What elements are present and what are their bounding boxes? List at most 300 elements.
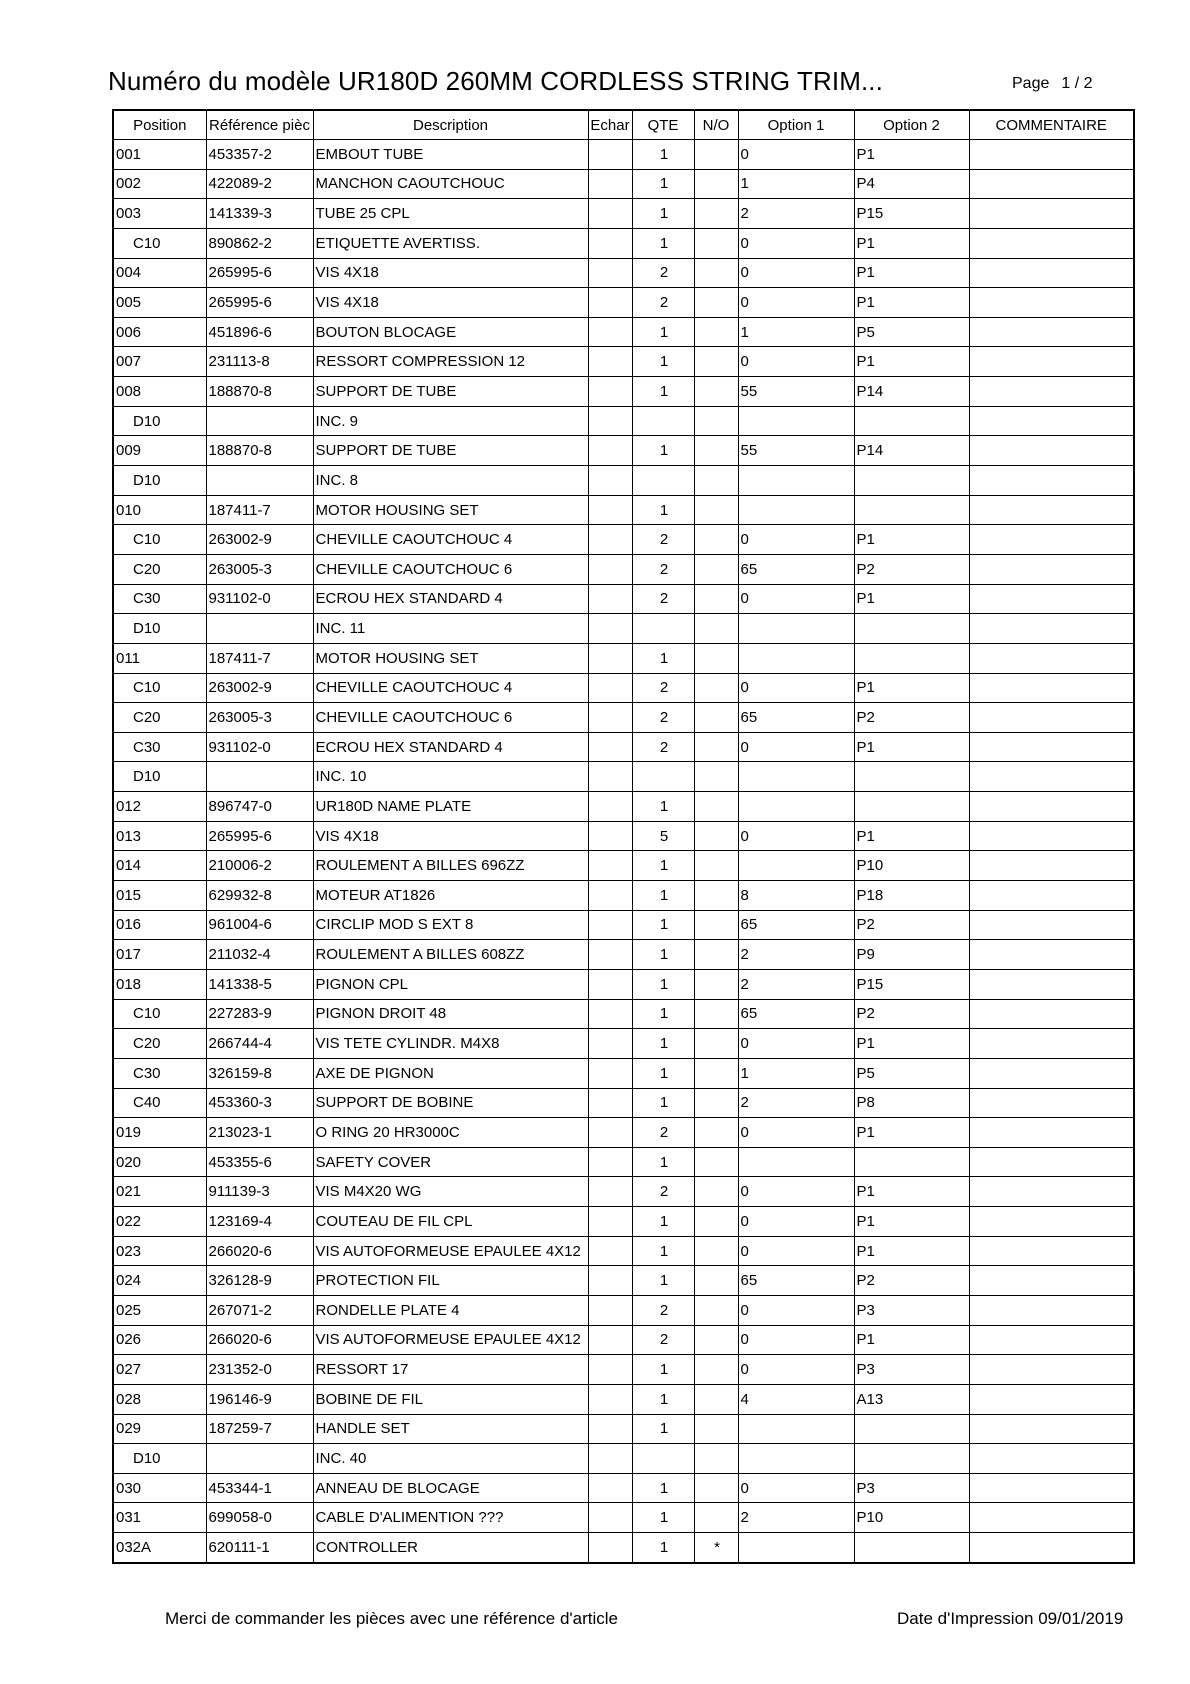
cell-echange <box>588 1533 632 1563</box>
cell-option1 <box>738 614 854 644</box>
col-header-position: Position <box>113 110 206 140</box>
cell-reference: 263005-3 <box>206 703 313 733</box>
cell-echange <box>588 584 632 614</box>
cell-qte: 1 <box>632 347 694 377</box>
cell-commentaire <box>969 258 1134 288</box>
cell-qte: 1 <box>632 792 694 822</box>
cell-option1: 8 <box>738 881 854 911</box>
cell-position: 016 <box>113 910 206 940</box>
cell-option1: 1 <box>738 1058 854 1088</box>
table-row <box>113 1118 1134 1148</box>
footer-note: Merci de commander les pièces avec une référence d'article <box>165 1609 619 1628</box>
cell-qte: 1 <box>632 851 694 881</box>
cell-echange <box>588 1236 632 1266</box>
cell-option1: 4 <box>738 1384 854 1414</box>
cell-description: SUPPORT DE TUBE <box>313 377 588 407</box>
cell-option1: 2 <box>738 1088 854 1118</box>
cell-description: CONTROLLER <box>313 1533 588 1563</box>
cell-description: CABLE D'ALIMENTION ??? <box>313 1503 588 1533</box>
cell-option1: 0 <box>738 1118 854 1148</box>
cell-qte: 1 <box>632 1533 694 1563</box>
cell-qte: 1 <box>632 1147 694 1177</box>
cell-option2 <box>854 1147 969 1177</box>
cell-position: 013 <box>113 821 206 851</box>
cell-commentaire <box>969 1325 1134 1355</box>
cell-description: UR180D NAME PLATE <box>313 792 588 822</box>
cell-option2: P2 <box>854 554 969 584</box>
cell-commentaire <box>969 466 1134 496</box>
table-row <box>113 851 1134 881</box>
table-row <box>113 1355 1134 1385</box>
cell-no <box>694 643 738 673</box>
cell-option1 <box>738 1147 854 1177</box>
table-row <box>113 1414 1134 1444</box>
cell-position: C10 <box>113 228 206 258</box>
cell-echange <box>588 1503 632 1533</box>
table-row <box>113 910 1134 940</box>
cell-position: 023 <box>113 1236 206 1266</box>
cell-option2: P1 <box>854 821 969 851</box>
col-header-option2: Option 2 <box>854 110 969 140</box>
cell-option2: A13 <box>854 1384 969 1414</box>
cell-option1 <box>738 762 854 792</box>
cell-description: AXE DE PIGNON <box>313 1058 588 1088</box>
cell-reference: 451896-6 <box>206 317 313 347</box>
page-indicator <box>1012 75 1093 93</box>
cell-description: CHEVILLE CAOUTCHOUC 4 <box>313 673 588 703</box>
cell-qte: 1 <box>632 228 694 258</box>
cell-description: BOBINE DE FIL <box>313 1384 588 1414</box>
cell-position: D10 <box>113 762 206 792</box>
cell-reference: 266020-6 <box>206 1325 313 1355</box>
cell-position: 029 <box>113 1414 206 1444</box>
cell-position: 003 <box>113 199 206 229</box>
cell-position: 011 <box>113 643 206 673</box>
cell-reference: 123169-4 <box>206 1207 313 1237</box>
table-row <box>113 347 1134 377</box>
cell-commentaire <box>969 436 1134 466</box>
cell-qte: 1 <box>632 495 694 525</box>
table-row <box>113 406 1134 436</box>
cell-position: 006 <box>113 317 206 347</box>
table-row <box>113 436 1134 466</box>
cell-qte: 2 <box>632 1295 694 1325</box>
cell-commentaire <box>969 495 1134 525</box>
table-row <box>113 1147 1134 1177</box>
cell-option1: 0 <box>738 525 854 555</box>
table-row <box>113 881 1134 911</box>
cell-commentaire <box>969 1444 1134 1474</box>
cell-position: C20 <box>113 1029 206 1059</box>
cell-option1: 0 <box>738 1207 854 1237</box>
cell-description: CIRCLIP MOD S EXT 8 <box>313 910 588 940</box>
cell-position: C40 <box>113 1088 206 1118</box>
cell-position: 026 <box>113 1325 206 1355</box>
cell-echange <box>588 377 632 407</box>
cell-position: 012 <box>113 792 206 822</box>
cell-reference: 188870-8 <box>206 377 313 407</box>
cell-description: CHEVILLE CAOUTCHOUC 4 <box>313 525 588 555</box>
cell-qte: 2 <box>632 554 694 584</box>
cell-no <box>694 1295 738 1325</box>
cell-option1: 0 <box>738 258 854 288</box>
cell-echange <box>588 1384 632 1414</box>
cell-reference: 266744-4 <box>206 1029 313 1059</box>
table-row <box>113 643 1134 673</box>
cell-echange <box>588 525 632 555</box>
cell-option2: P14 <box>854 436 969 466</box>
table-row <box>113 495 1134 525</box>
cell-position: D10 <box>113 466 206 496</box>
cell-position: C10 <box>113 999 206 1029</box>
cell-position: C30 <box>113 732 206 762</box>
cell-echange <box>588 1029 632 1059</box>
cell-position: 005 <box>113 288 206 318</box>
cell-echange <box>588 821 632 851</box>
cell-position: 021 <box>113 1177 206 1207</box>
cell-description: ECROU HEX STANDARD 4 <box>313 732 588 762</box>
cell-option1: 55 <box>738 377 854 407</box>
cell-commentaire <box>969 614 1134 644</box>
cell-description: INC. 10 <box>313 762 588 792</box>
cell-no <box>694 317 738 347</box>
cell-reference: 931102-0 <box>206 584 313 614</box>
cell-no <box>694 792 738 822</box>
cell-option1: 65 <box>738 910 854 940</box>
table-row <box>113 1058 1134 1088</box>
cell-qte: 1 <box>632 1355 694 1385</box>
table-row <box>113 1295 1134 1325</box>
cell-reference: 931102-0 <box>206 732 313 762</box>
cell-reference: 267071-2 <box>206 1295 313 1325</box>
table-row <box>113 1503 1134 1533</box>
table-row <box>113 169 1134 199</box>
col-header-reference: Référence pièc <box>206 110 313 140</box>
cell-description: PIGNON CPL <box>313 969 588 999</box>
page-label: Page <box>1012 75 1050 92</box>
cell-commentaire <box>969 1295 1134 1325</box>
cell-echange <box>588 851 632 881</box>
cell-commentaire <box>969 1088 1134 1118</box>
cell-option2: P1 <box>854 347 969 377</box>
cell-position: C10 <box>113 673 206 703</box>
cell-option2 <box>854 643 969 673</box>
cell-commentaire <box>969 406 1134 436</box>
cell-position: 004 <box>113 258 206 288</box>
cell-option2: P1 <box>854 1236 969 1266</box>
cell-reference: 699058-0 <box>206 1503 313 1533</box>
table-row <box>113 1325 1134 1355</box>
table-row <box>113 762 1134 792</box>
cell-option2: P1 <box>854 1325 969 1355</box>
cell-option2: P1 <box>854 1177 969 1207</box>
cell-option2: P3 <box>854 1473 969 1503</box>
cell-position: C20 <box>113 554 206 584</box>
cell-option2: P1 <box>854 673 969 703</box>
cell-option1: 65 <box>738 554 854 584</box>
cell-qte <box>632 1444 694 1474</box>
cell-echange <box>588 436 632 466</box>
cell-commentaire <box>969 1384 1134 1414</box>
cell-description: EMBOUT TUBE <box>313 140 588 170</box>
cell-qte: 2 <box>632 525 694 555</box>
cell-commentaire <box>969 673 1134 703</box>
cell-option1: 0 <box>738 821 854 851</box>
cell-no <box>694 347 738 377</box>
table-row <box>113 140 1134 170</box>
table-row <box>113 1236 1134 1266</box>
col-header-commentaire: COMMENTAIRE <box>969 110 1134 140</box>
cell-commentaire <box>969 288 1134 318</box>
cell-reference: 911139-3 <box>206 1177 313 1207</box>
cell-reference: 620111-1 <box>206 1533 313 1563</box>
cell-commentaire <box>969 584 1134 614</box>
cell-no <box>694 584 738 614</box>
cell-qte: 2 <box>632 703 694 733</box>
cell-reference: 187411-7 <box>206 495 313 525</box>
cell-description: CHEVILLE CAOUTCHOUC 6 <box>313 703 588 733</box>
cell-echange <box>588 792 632 822</box>
cell-no <box>694 821 738 851</box>
cell-reference: 211032-4 <box>206 940 313 970</box>
cell-no <box>694 525 738 555</box>
cell-no <box>694 732 738 762</box>
cell-description: VIS TETE CYLINDR. M4X8 <box>313 1029 588 1059</box>
cell-qte: 1 <box>632 1384 694 1414</box>
cell-qte: 5 <box>632 821 694 851</box>
cell-qte <box>632 406 694 436</box>
cell-option1: 0 <box>738 1236 854 1266</box>
col-header-no: N/O <box>694 110 738 140</box>
cell-reference: 227283-9 <box>206 999 313 1029</box>
cell-no <box>694 1325 738 1355</box>
cell-description: VIS AUTOFORMEUSE EPAULEE 4X12 <box>313 1236 588 1266</box>
cell-option2 <box>854 1444 969 1474</box>
table-row <box>113 288 1134 318</box>
cell-qte: 1 <box>632 317 694 347</box>
cell-no <box>694 881 738 911</box>
cell-reference: 187411-7 <box>206 643 313 673</box>
cell-echange <box>588 1473 632 1503</box>
cell-commentaire <box>969 1207 1134 1237</box>
cell-qte <box>632 466 694 496</box>
cell-description: HANDLE SET <box>313 1414 588 1444</box>
cell-qte: 2 <box>632 1118 694 1148</box>
cell-option2: P8 <box>854 1088 969 1118</box>
cell-option1: 1 <box>738 317 854 347</box>
cell-no <box>694 1029 738 1059</box>
cell-description: VIS 4X18 <box>313 288 588 318</box>
cell-option2: P3 <box>854 1295 969 1325</box>
cell-position: 010 <box>113 495 206 525</box>
cell-echange <box>588 762 632 792</box>
cell-echange <box>588 1266 632 1296</box>
cell-option1 <box>738 406 854 436</box>
cell-description: SUPPORT DE TUBE <box>313 436 588 466</box>
cell-reference: 265995-6 <box>206 258 313 288</box>
cell-commentaire <box>969 1503 1134 1533</box>
cell-no <box>694 1473 738 1503</box>
cell-echange <box>588 1207 632 1237</box>
table-row <box>113 703 1134 733</box>
cell-no <box>694 851 738 881</box>
cell-qte: 2 <box>632 732 694 762</box>
cell-option1: 0 <box>738 1473 854 1503</box>
cell-commentaire <box>969 1533 1134 1563</box>
cell-option2: P2 <box>854 703 969 733</box>
cell-reference: 326159-8 <box>206 1058 313 1088</box>
cell-echange <box>588 703 632 733</box>
cell-option2 <box>854 762 969 792</box>
cell-no <box>694 228 738 258</box>
cell-echange <box>588 910 632 940</box>
cell-reference: 453355-6 <box>206 1147 313 1177</box>
cell-commentaire <box>969 703 1134 733</box>
cell-echange <box>588 347 632 377</box>
cell-no <box>694 910 738 940</box>
cell-commentaire <box>969 643 1134 673</box>
cell-reference: 422089-2 <box>206 169 313 199</box>
cell-reference <box>206 466 313 496</box>
parts-table <box>112 109 1135 1564</box>
cell-option1: 0 <box>738 1295 854 1325</box>
cell-qte: 1 <box>632 377 694 407</box>
cell-qte: 1 <box>632 1503 694 1533</box>
cell-option2 <box>854 495 969 525</box>
cell-qte: 1 <box>632 1088 694 1118</box>
table-row <box>113 1029 1134 1059</box>
cell-qte: 1 <box>632 1414 694 1444</box>
cell-description: BOUTON BLOCAGE <box>313 317 588 347</box>
cell-reference: 629932-8 <box>206 881 313 911</box>
cell-no <box>694 1147 738 1177</box>
cell-qte: 2 <box>632 1325 694 1355</box>
cell-position: 024 <box>113 1266 206 1296</box>
table-row <box>113 584 1134 614</box>
cell-option1: 2 <box>738 940 854 970</box>
table-row <box>113 377 1134 407</box>
cell-option2: P4 <box>854 169 969 199</box>
cell-description: ROULEMENT A BILLES 696ZZ <box>313 851 588 881</box>
cell-description: INC. 40 <box>313 1444 588 1474</box>
cell-option2: P15 <box>854 199 969 229</box>
cell-commentaire <box>969 1355 1134 1385</box>
table-row <box>113 940 1134 970</box>
cell-no <box>694 288 738 318</box>
cell-qte <box>632 762 694 792</box>
cell-position: 025 <box>113 1295 206 1325</box>
cell-description: PIGNON DROIT 48 <box>313 999 588 1029</box>
cell-position: 014 <box>113 851 206 881</box>
cell-qte: 1 <box>632 1029 694 1059</box>
cell-position: 027 <box>113 1355 206 1385</box>
cell-qte: 1 <box>632 1058 694 1088</box>
cell-description: RONDELLE PLATE 4 <box>313 1295 588 1325</box>
cell-option1: 0 <box>738 732 854 762</box>
cell-reference: 453344-1 <box>206 1473 313 1503</box>
cell-reference <box>206 614 313 644</box>
cell-description: SUPPORT DE BOBINE <box>313 1088 588 1118</box>
cell-position: 028 <box>113 1384 206 1414</box>
cell-position: 019 <box>113 1118 206 1148</box>
cell-echange <box>588 1118 632 1148</box>
cell-option1 <box>738 1444 854 1474</box>
cell-commentaire <box>969 1058 1134 1088</box>
cell-option1: 65 <box>738 703 854 733</box>
col-header-qte: QTE <box>632 110 694 140</box>
cell-no <box>694 614 738 644</box>
cell-description: INC. 9 <box>313 406 588 436</box>
cell-qte: 2 <box>632 1177 694 1207</box>
cell-echange <box>588 466 632 496</box>
table-row <box>113 258 1134 288</box>
cell-description: VIS 4X18 <box>313 821 588 851</box>
cell-position: 002 <box>113 169 206 199</box>
table-row <box>113 1177 1134 1207</box>
cell-option1: 2 <box>738 969 854 999</box>
cell-no <box>694 703 738 733</box>
cell-description: TUBE 25 CPL <box>313 199 588 229</box>
table-row <box>113 732 1134 762</box>
col-header-echange: Echar <box>588 110 632 140</box>
cell-reference: 188870-8 <box>206 436 313 466</box>
cell-qte: 1 <box>632 643 694 673</box>
cell-option1: 65 <box>738 1266 854 1296</box>
cell-description: VIS AUTOFORMEUSE EPAULEE 4X12 <box>313 1325 588 1355</box>
cell-echange <box>588 169 632 199</box>
cell-option1: 0 <box>738 584 854 614</box>
cell-echange <box>588 969 632 999</box>
cell-echange <box>588 406 632 436</box>
cell-qte: 1 <box>632 910 694 940</box>
cell-no <box>694 1503 738 1533</box>
cell-commentaire <box>969 1414 1134 1444</box>
cell-reference: 196146-9 <box>206 1384 313 1414</box>
cell-option2: P1 <box>854 732 969 762</box>
table-row <box>113 1473 1134 1503</box>
cell-option1 <box>738 851 854 881</box>
cell-echange <box>588 495 632 525</box>
cell-position: 020 <box>113 1147 206 1177</box>
table-row <box>113 1207 1134 1237</box>
cell-position: 007 <box>113 347 206 377</box>
cell-option2: P10 <box>854 851 969 881</box>
table-row <box>113 228 1134 258</box>
cell-description: RESSORT 17 <box>313 1355 588 1385</box>
cell-echange <box>588 199 632 229</box>
cell-reference: 453357-2 <box>206 140 313 170</box>
cell-reference: 210006-2 <box>206 851 313 881</box>
cell-qte: 2 <box>632 673 694 703</box>
cell-no <box>694 1088 738 1118</box>
cell-position: 017 <box>113 940 206 970</box>
table-row <box>113 614 1134 644</box>
cell-option1 <box>738 1533 854 1563</box>
cell-qte: 1 <box>632 940 694 970</box>
cell-commentaire <box>969 1236 1134 1266</box>
cell-commentaire <box>969 851 1134 881</box>
cell-position: C20 <box>113 703 206 733</box>
cell-qte: 1 <box>632 881 694 911</box>
page-title: Numéro du modèle UR180D 260MM CORDLESS STRING TRIM... <box>108 66 883 96</box>
cell-description: RESSORT COMPRESSION 12 <box>313 347 588 377</box>
table-row <box>113 1533 1134 1563</box>
cell-qte: 1 <box>632 140 694 170</box>
cell-echange <box>588 288 632 318</box>
cell-description: SAFETY COVER <box>313 1147 588 1177</box>
cell-no <box>694 436 738 466</box>
table-row <box>113 466 1134 496</box>
